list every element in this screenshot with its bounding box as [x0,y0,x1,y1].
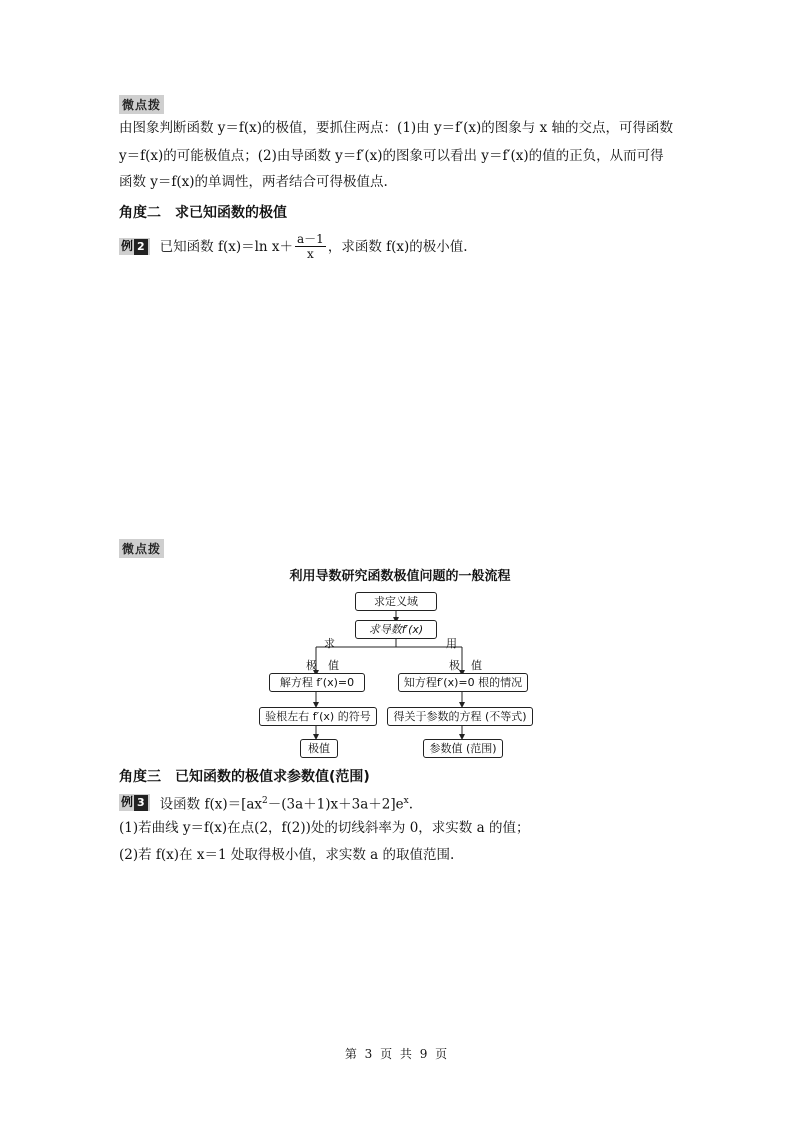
label-extremum-right: 极 值 [449,659,482,672]
example2-prefix: 已知函数 f(x)＝ln x＋ [159,238,294,255]
angle3-heading: 角度三 已知函数的极值求参数值(范围) [119,769,370,785]
box-param-equation: 得关于参数的方程 (不等式) [387,707,533,726]
box-param-range: 参数值 (范围) [423,739,503,758]
box-find-domain: 求定义域 [355,592,437,611]
label-seek: 求 [324,637,335,650]
box-root-condition: 知方程f′(x)=0 根的情况 [398,673,528,692]
box-check-sign: 验根左右 f′(x) 的符号 [259,707,377,726]
fraction: $\frac{a-1}{x}$ [297,232,324,261]
box-find-derivative: 求导数f′(x) [355,620,437,639]
example-tag: 例 3 [119,794,150,811]
tip1-line-1: 由图象判断函数 y＝f(x)的极值，要抓住两点：(1)由 y＝f′(x)的图象与 x 轴的交点，可得函数 [119,120,674,136]
tip-label: 微点拨 [119,95,164,114]
box-solve-equation: 解方程 f′(x)=0 [269,673,365,692]
angle2-heading: 角度二 求已知函数的极值 [119,205,287,221]
label-extremum-left: 极 值 [306,659,339,672]
example2-suffix: ，求函数 f(x)的极小值. [327,238,468,255]
page-footer: 第 3 页 共 9 页 [344,1047,450,1061]
tip-label: 微点拨 [119,539,164,558]
example3-question-2: (2)若 f(x)在 x＝1 处取得极小值，求实数 a 的取值范围. [119,847,455,863]
example3 [119,791,413,815]
tip1-line-3: 函数 y＝f(x)的单调性，两者结合可得极值点. [119,174,388,190]
example-tag: 例 2 [119,238,150,255]
tip1-line-2: y＝f(x)的可能极值点；(2)由导函数 y＝f′(x)的图象可以看出 y＝f′(x)的值的正负，从而可得 [119,148,664,164]
flowchart-title: 利用导数研究函数极值问题的一般流程 [289,569,511,584]
example3-question-1: (1)若曲线 y＝f(x)在点(2，f(2))处的切线斜率为 0，求实数 a 的值； [119,820,530,836]
example3-statement: 设函数 $f(x)=[ax^2-(3a+1)x+3a+2]e^x$. [159,796,414,813]
label-use: 用 [446,637,457,650]
box-extremum-value: 极值 [300,739,338,758]
